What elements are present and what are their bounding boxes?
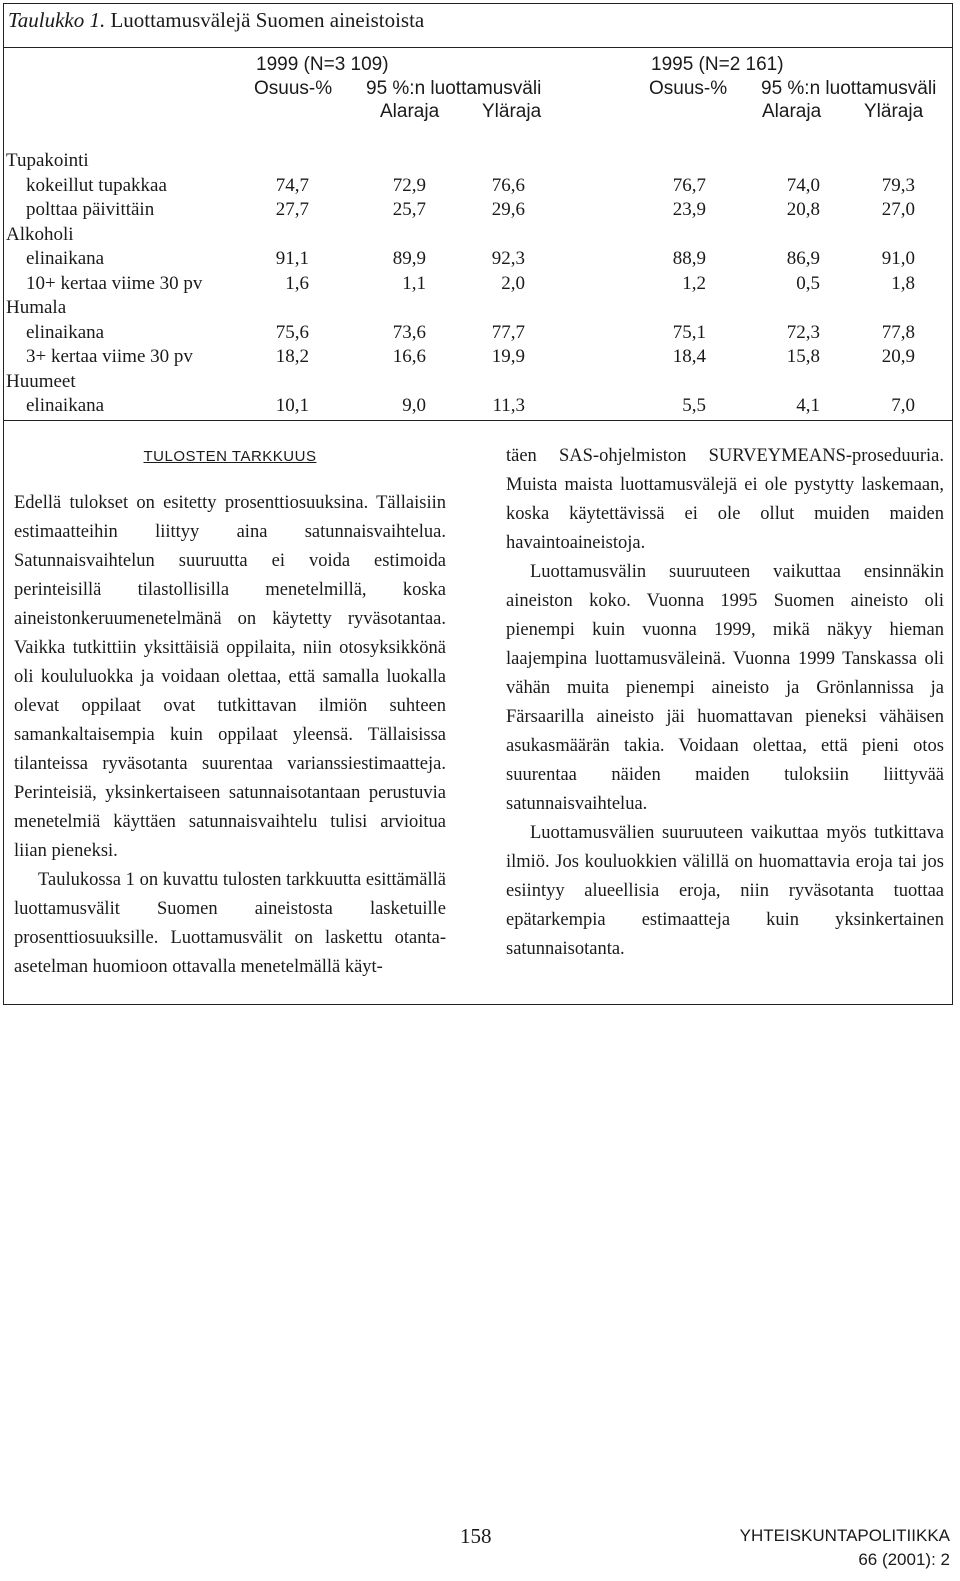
- row-label: 3+ kertaa viime 30 pv: [26, 346, 193, 367]
- table-cell: 27,0: [881, 199, 915, 220]
- paragraph: Luottamusvälin suuruuteen vaikuttaa ensinnäkin aineiston koko. Vuonna 1995 Suomen aineisto oli pienempi kuin vuonna 1999, mikä näkyy hieman laajempina luottamusväleinä. Vuonna 1999 Tanskassa oli vähän muita pienempi aineisto ja Grönlannissa ja Färsaarilla aineisto jäi huomattavan pieneksi vähäisen asukasmäärän takia. Voidaan olettaa, että pieni otos suurentaa näiden maiden tuloksiin liittyvää satunnaisvaihtelua.: [506, 562, 944, 814]
- table-cell: 1,8: [891, 272, 915, 294]
- row-label: elinaikana: [26, 321, 105, 343]
- table-cell: 20,8: [786, 199, 820, 220]
- section-label: Huumeet: [6, 370, 76, 392]
- section-label: Alkoholi: [6, 223, 74, 245]
- caption-label: Taulukko 1.: [8, 8, 106, 32]
- table-cell: 86,9: [786, 248, 820, 269]
- page-number: 158: [460, 1524, 492, 1548]
- header-low-1999: Alaraja: [380, 101, 440, 122]
- table-cell: 89,9: [392, 248, 426, 269]
- row-label: elinaikana: [26, 395, 105, 416]
- table-cell: 7,0: [891, 395, 915, 416]
- journal-footer: [740, 1524, 950, 1572]
- table-cell: 75,1: [672, 321, 706, 343]
- table-cell: 18,4: [672, 346, 706, 367]
- table-cell: 2,0: [501, 272, 525, 294]
- header-high-1999: Yläraja: [482, 101, 542, 122]
- header-ci-1995: 95 %:n luottamusväli: [761, 78, 937, 99]
- table-cell: 75,6: [275, 321, 309, 343]
- paragraph: Luottamusvälien suuruuteen vaikuttaa myös tutkittava ilmiö. Jos kouluokkien välillä on huomattavia eroja tai jos esiintyy alueellisia eroja, niin ryväsotanta tuottaa epätarkempia estimaatteja kuin yksinkertainen satunnaisotanta.: [506, 823, 944, 959]
- table-cell: 11,3: [492, 395, 525, 416]
- header-share-1995: Osuus-%: [649, 78, 728, 99]
- table-cell: 76,7: [672, 174, 706, 196]
- table-cell: 0,5: [796, 272, 820, 294]
- table-cell: 5,5: [682, 395, 706, 416]
- text-column-right: [506, 442, 944, 964]
- table-cell: 25,7: [392, 199, 426, 220]
- table-cell: 10,1: [275, 395, 309, 416]
- table-cell: 29,6: [491, 199, 525, 220]
- table-caption: [8, 8, 424, 33]
- group-label-1999: 1999 (N=3 109): [256, 54, 389, 75]
- caption-row: [4, 4, 952, 48]
- text-column-left: [14, 442, 446, 982]
- table-cell: 18,2: [275, 346, 309, 367]
- section-label: Tupakointi: [6, 150, 89, 171]
- row-label: polttaa päivittäin: [26, 199, 155, 220]
- table-cell: 16,6: [392, 346, 426, 367]
- journal-name: YHTEISKUNTAPOLITIIKKA: [739, 1526, 950, 1545]
- header-high-1995: Yläraja: [864, 101, 924, 122]
- row-label: kokeillut tupakkaa: [26, 174, 167, 196]
- table-cell: 15,8: [786, 346, 820, 367]
- paragraph: Taulukossa 1 on kuvattu tulosten tarkkuutta esittämällä luottamusvälit Suomen aineistosta lasketuille prosenttiosuuksille. Luottamusvälit on laskettu otanta-asetelman huomioon ottavalla menetelmällä käyt-: [14, 870, 446, 977]
- table-frame: [3, 3, 953, 1005]
- table-cell: 91,1: [275, 248, 309, 269]
- table-cell: 76,6: [491, 174, 525, 196]
- table-cell: 74,7: [275, 174, 309, 196]
- table-cell: 23,9: [672, 199, 706, 220]
- table-cell: 91,0: [881, 248, 915, 269]
- table-cell: 1,1: [402, 272, 426, 294]
- paragraph: täen SAS-ohjelmiston SURVEYMEANS-proseduuria. Muista maista luottamusvälejä ei ole pystytty laskemaan, koska käytettävissä ei ole ollut muiden maiden havaintoaineistoja.: [506, 446, 944, 553]
- table-cell: 4,1: [796, 395, 820, 416]
- table-cell: 1,6: [285, 272, 309, 294]
- row-label: 10+ kertaa viime 30 pv: [26, 272, 203, 294]
- table-cell: 19,9: [491, 346, 525, 367]
- table-cell: 27,7: [275, 199, 309, 220]
- table-cell: 92,3: [491, 248, 525, 269]
- paragraph: Edellä tulokset on esitetty prosenttiosuuksina. Tällaisiin estimaatteihin liittyy aina satunnaisvaihtelua. Satunnaisvaihtelun suuruutta ei voida estimoida perinteisillä tilastollisilla menetelmillä, koska aineistonkeruumenetelmänä on käytetty ryväsotantaa. Vaikka tutkittiin yksittäisiä oppilaita, niin otosyksikkönä oli koululuokka ja voidaan olettaa, että samalla luokalla olevat oppilaat ovat tutkittavan ilmiön suhteen samankaltaisempia kuin oppilaat yleensä. Tällaisissa tilanteissa ryväsotanta suurentaa varianssiestimaatteja. Perinteisiä, yksinkertaiseen satunnaisotantaan perustuvia menetelmiä käyttäen satunnaisvaihtelu tulisi arvioitua liian pieneksi.: [14, 493, 446, 861]
- table-cell: 73,6: [392, 321, 426, 343]
- table-cell: 72,3: [786, 321, 820, 343]
- table-cell: 20,9: [881, 346, 915, 367]
- row-label: elinaikana: [26, 248, 105, 269]
- table-cell: 77,7: [491, 321, 525, 343]
- caption-title: Luottamusvälejä Suomen aineistoista: [110, 8, 425, 32]
- table-cell: 9,0: [402, 395, 426, 416]
- header-ci-1999: 95 %:n luottamusväli: [366, 78, 542, 99]
- table-cell: 79,3: [881, 174, 915, 196]
- table-cell: 74,0: [786, 174, 820, 196]
- journal-issue: 66 (2001): 2: [858, 1550, 950, 1569]
- table-cell: 77,8: [881, 321, 915, 343]
- table-cell: 88,9: [672, 248, 706, 269]
- section-label: Humala: [6, 297, 67, 318]
- section-title: TULOSTEN TARKKUUS: [143, 448, 317, 465]
- header-low-1995: Alaraja: [762, 101, 822, 122]
- group-label-1995: 1995 (N=2 161): [651, 54, 784, 75]
- table-cell: 1,2: [682, 272, 706, 294]
- table-cell: 72,9: [392, 174, 426, 196]
- table-bottom-rule: [4, 420, 952, 421]
- header-share-1999: Osuus-%: [254, 78, 333, 99]
